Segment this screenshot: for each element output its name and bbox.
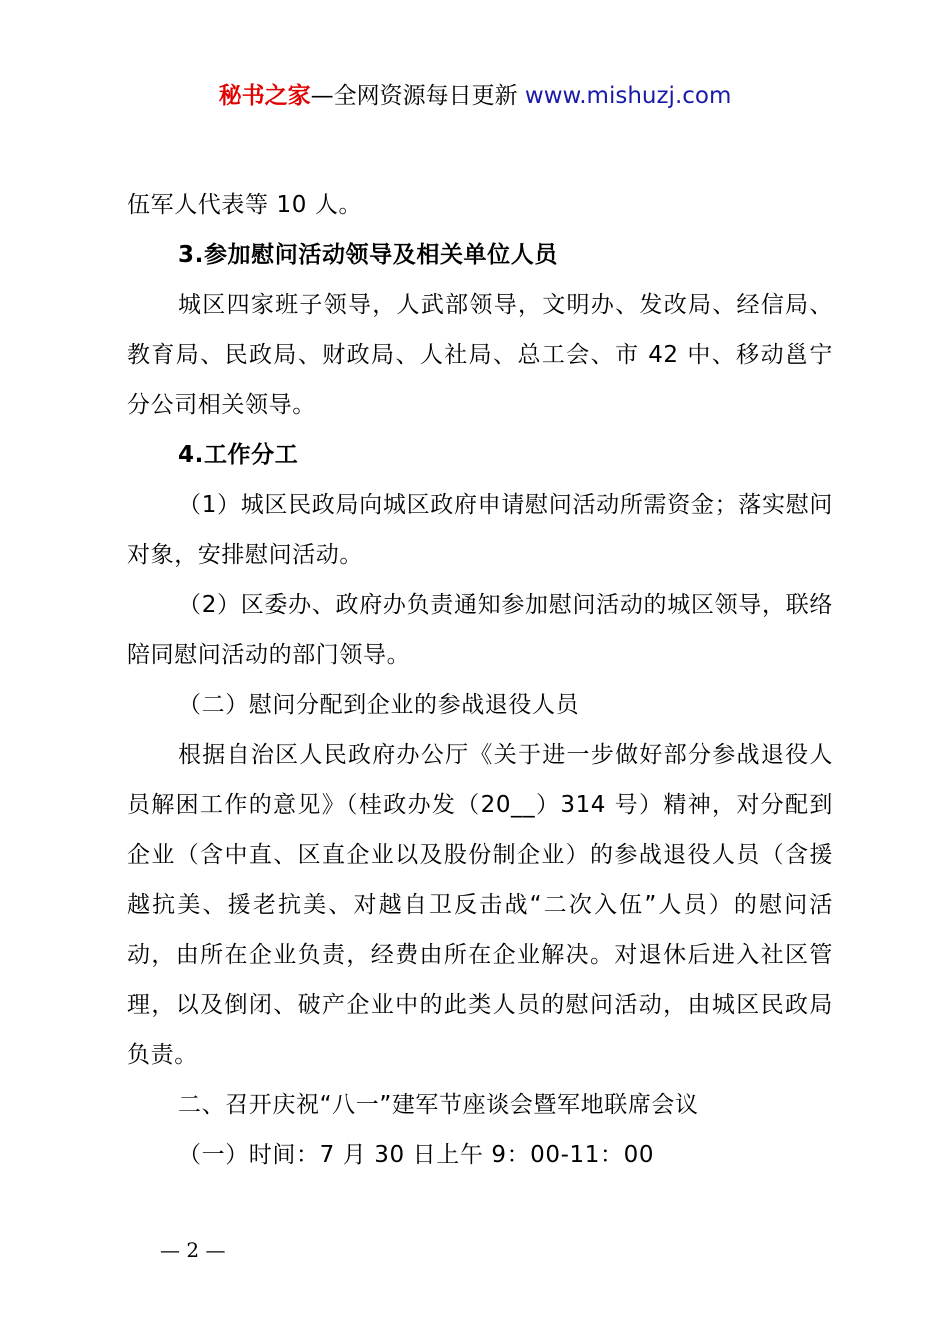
- site-tagline: —全网资源每日更新: [310, 83, 525, 109]
- paragraph-continuation: 伍军人代表等 10 人。: [127, 192, 363, 218]
- section-heading-leaders: 3.参加慰问活动领导及相关单位人员: [178, 242, 558, 268]
- site-banner: [0, 80, 950, 112]
- page-number: — 2 —: [160, 1238, 226, 1262]
- paragraph-enterprise: 根据自治区人民政府办公厅《关于进一步做好部分参战退役人员解困工作的意见》（桂政办发（20__）314 号）精神，对分配到企业（含中直、区直企业以及股份制企业）的参战退役人员（含援越抗美、援老抗美、对越自卫反击战“二次入伍”人员）的慰问活动，由所在企业负责，经费由所在企业解决。对退休后进入社区管理，以及倒闭、破产企业中的此类人员的慰问活动，由城区民政局负责。: [127, 742, 833, 1068]
- site-url-link[interactable]: www.mishuzj.com: [524, 83, 732, 109]
- site-brand: 秘书之家: [218, 83, 311, 109]
- section-heading-meeting: 二、召开庆祝“八一”建军节座谈会暨军地联席会议: [178, 1092, 699, 1118]
- document-body: [127, 180, 833, 1180]
- section-heading-enterprise: （二）慰问分配到企业的参战退役人员: [178, 692, 580, 718]
- paragraph-meeting-time: （一）时间：7 月 30 日上午 9：00-11：00: [178, 1142, 655, 1168]
- paragraph-leaders: 城区四家班子领导，人武部领导，文明办、发改局、经信局、教育局、民政局、财政局、人社局、总工会、市 42 中、移动邕宁分公司相关领导。: [127, 292, 833, 418]
- section-heading-division: 4.工作分工: [178, 442, 299, 468]
- paragraph-division-1: （1）城区民政局向城区政府申请慰问活动所需资金；落实慰问对象，安排慰问活动。: [127, 492, 833, 568]
- paragraph-division-2: （2）区委办、政府办负责通知参加慰问活动的城区领导，联络陪同慰问活动的部门领导。: [127, 592, 833, 668]
